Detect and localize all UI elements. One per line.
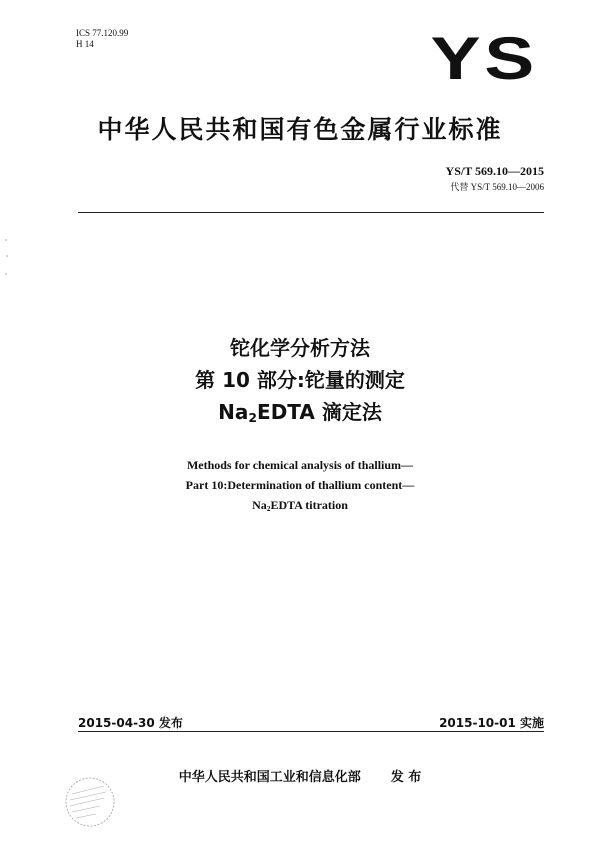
chinese-title-line-1: 铊化学分析方法 — [230, 336, 370, 360]
ccs-code: H 14 — [76, 39, 94, 49]
ics-code: ICS 77.120.99 — [76, 28, 129, 38]
ys-logo — [410, 25, 538, 92]
english-title-na: Na — [252, 498, 267, 512]
english-title-line-3 — [0, 495, 600, 517]
implementation-date: 2015-10-01 实施 — [439, 716, 544, 730]
chinese-title-line-2: 第 10 部分:铊量的测定 — [195, 368, 405, 392]
margin-marks — [3, 238, 11, 278]
chinese-title-line-3 — [0, 396, 600, 431]
standard-number: YS/T 569.10—2015 — [445, 164, 544, 178]
chinese-title — [0, 332, 600, 431]
classification-codes — [76, 28, 128, 50]
english-title-method: EDTA titration — [270, 498, 348, 512]
ys-logo-text: YS — [430, 25, 538, 92]
issue-date: 2015-04-30 发布 — [78, 716, 183, 730]
standard-type-title: 中华人民共和国有色金属行业标准 — [97, 115, 503, 144]
footer-divider — [78, 731, 544, 732]
header-divider — [78, 212, 544, 213]
publish-label: 发 布 — [390, 770, 422, 785]
standard-number-block — [446, 164, 544, 193]
english-title-subscript: 2 — [266, 503, 271, 513]
chinese-title-subscript: 2 — [248, 410, 258, 426]
publisher-name: 中华人民共和国工业和信息化部 — [178, 770, 361, 785]
english-title-line-1: Methods for chemical analysis of thallium— — [186, 458, 414, 472]
replaced-standard: 代替 YS/T 569.10—2006 — [450, 182, 544, 192]
publisher-line — [0, 766, 600, 785]
english-title — [0, 455, 600, 517]
chinese-title-na: Na — [218, 400, 249, 424]
chinese-title-method: EDTA 滴定法 — [257, 400, 382, 424]
english-title-line-2: Part 10:Determination of thallium content— — [185, 478, 415, 492]
